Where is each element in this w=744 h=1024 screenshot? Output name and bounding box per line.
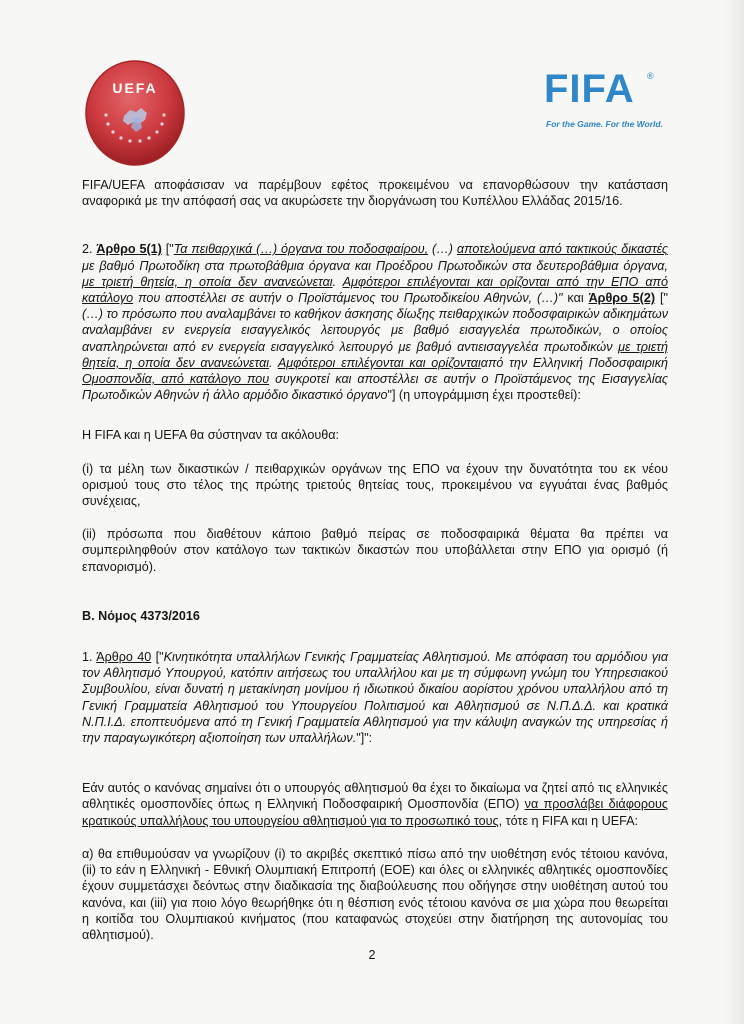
text-segment: ["	[151, 650, 164, 665]
article-5-paragraph	[82, 241, 668, 403]
article-40-paragraph	[82, 649, 668, 746]
text-segment: με τριετή θητεία, η οποία δεν ανανεώνεται	[82, 274, 333, 289]
text-segment: Αμφότεροι επιλέγονται και ορίζονται	[277, 355, 481, 370]
text-segment: ["	[161, 242, 174, 257]
article-40-ref: Άρθρο 40	[96, 650, 152, 665]
intro-paragraph: FIFA/UEFA αποφάσισαν να παρέμβουν εφέτος προκειμένου να επανορθώσουν την κατάσταση αναφορικά με την απόφασή σας να ακυρώσετε την διοργάνωση του Κυπέλλου Ελλάδας 2015/16.	[82, 178, 668, 209]
text-segment: με τριετή θητεία, η οποία δεν ανανεώνεται	[82, 339, 668, 370]
text-segment: αποτελούμενα από τακτικούς δικαστές	[456, 242, 668, 257]
text-segment: Εάν αυτός ο κανόνας σημαίνει ότι ο υπουργός αθλητισμού θα έχει το δικαίωμα να ζητεί από τις ελληνικές αθλητικές ομοσπονδίες όπως η Ελληνική Ποδοσφαιρική Ομοσπονδία (ΕΠΟ)	[82, 781, 668, 812]
text-segment: από την Ελληνική Ποδοσφαιρική	[480, 355, 669, 370]
text-segment: Αμφότεροι επιλέγονται και ορίζονται από την ΕΠΟ από κατάλογο	[82, 274, 668, 306]
fifa-registered-mark: ®	[647, 71, 654, 81]
text-segment: που αποστέλλει σε αυτήν ο Προϊστάμενος του Πρωτοδικείου Αθηνών, (…)"	[133, 291, 563, 306]
text-segment: συγκροτεί και αποστέλλει σε αυτήν ο Προϊστάμενος της Εισαγγελίας Πρωτοδικών Αθηνών ή άλλο αρμόδιο δικαστικό όργανο	[82, 372, 668, 403]
text-segment: ["	[655, 291, 668, 306]
text-segment: Τα πειθαρχικά (…) όργανα του ποδοσφαίρου,	[173, 242, 429, 257]
fifa-logo-word: FIFA	[544, 67, 635, 111]
recommendation-i: (i) τα μέλη των δικαστικών / πειθαρχικών οργάνων της ΕΠΟ να έχουν την δυνατότητα του εκ νέου ορισμού τους στο τέλος της πρώτης τριετούς θητείας τους, προκειμένου να εγγυάται ένας βαθμός συνέχειας,	[82, 461, 668, 509]
document-body	[82, 177, 668, 943]
text-segment: και	[562, 291, 589, 306]
recommendation-intro: Η FIFA και η UEFA θα σύστηναν τα ακόλουθα:	[82, 428, 340, 443]
item-number: 2.	[82, 242, 97, 257]
point-a-paragraph: α) θα επιθυμούσαν να γνωρίζουν (i) το ακριβές σκεπτικό πίσω από την υιοθέτηση ενός τέτοιου κανόνα, (ii) το εάν η Ελληνική - Εθνική Ολυμπιακή Επιτροπή (ΕΟΕ) και όλες οι ελληνικές αθλητικές ομοσπονδίες έχουν συμμετάσχει δεόντως στην διαδικασία της διαβούλευσης που οδήγησε στην υιοθέτηση αυτού του κανόνα, και (iii) για ποιο λόγο θεωρήθηκε ότι η θέσπιση ενός τέτοιου κανόνα σε μια χώρα που θεωρείται η κοιτίδα του Ολυμπιακού κινήματος (που καταφανώς στοχεύει στην διατήρηση της αυτονομίας του αθλητισμού).	[82, 846, 668, 942]
uefa-logo-text: UEFA	[112, 80, 158, 96]
fifa-tagline: For the Game. For the World.	[546, 119, 663, 129]
text-segment: .	[332, 274, 343, 289]
item-number: 1.	[82, 650, 97, 665]
text-segment: , τότε η FIFA και η UEFA:	[498, 813, 638, 828]
article-5-1-ref: Άρθρο 5(1)	[96, 242, 162, 257]
rule-paragraph	[82, 780, 668, 829]
text-segment: "]":	[356, 731, 373, 746]
text-segment: με βαθμό Πρωτοδίκη στα πρωτοβάθμια όργανα και Προέδρου Πρωτοδικών στα δευτεροβάθμια όργανα,	[82, 258, 668, 273]
article-5-2-ref: Άρθρο 5(2)	[588, 291, 656, 306]
text-segment: "] (η υπογράμμιση έχει προστεθεί):	[387, 388, 581, 403]
recommendation-ii: (ii) πρόσωπα που διαθέτουν κάποιο βαθμό πείρας σε ποδοσφαιρικά θέματα θα πρέπει να συμπεριληφθούν στον κατάλογο των τακτικών δικαστών που υποβάλλεται στην ΕΠΟ για ορισμό (ή επανορισμό).	[82, 527, 668, 574]
page-number: 2	[368, 948, 376, 962]
section-b-heading: Β. Νόμος 4373/2016	[82, 608, 200, 623]
text-segment: (…)	[428, 242, 457, 257]
text-segment: (…) το πρόσωπο που αναλαμβάνει το καθήκον άσκησης δίωξης πειθαρχικών ποδοσφαιρικών αδικημάτων αναλαμβάνει εν ενεργεία εισαγγελικός λειτουργός με βαθμό εισαγγελέα πρωτοδικών, ο οποίος αναπληρώνεται από εν ενεργεία εισαγγελικό λειτουργό με βαθμό αντιεισαγγελέα πρωτοδικών	[82, 307, 668, 354]
fifa-logo	[544, 67, 666, 135]
text-segment: να προσλάβει διάφορους κρατικούς υπαλλήλους του υπουργείου αθλητισμού για το προσωπικό τους	[82, 797, 668, 828]
text-segment: Ομοσπονδία, από κατάλογο που	[82, 372, 270, 387]
page-edge-shadow	[724, 0, 744, 1024]
text-segment: Κινητικότητα υπαλλήλων Γενικής Γραμματείας Αθλητισμού. Με απόφαση του αρμόδιου για τον Αθλητισμό Υπουργού, κατόπιν αιτήσεως του υπαλλήλου και με τη σύμφωνη γνώμη του Υπηρεσιακού Συμβουλίου, είναι δυνατή η μετακίνηση μονίμου ή ιδιωτικού δικαίου αορίστου χρόνου υπαλλήλου από τη Γενική Γραμματεία Αθλητισμού του Υπουργείου Πολιτισμού και Αθλητισμού σε Ν.Π.Δ.Δ. και κρατικά Ν.Π.Ι.Δ. εποπτευόμενα από τη Γενική Γραμματεία Αθλητισμού για την κάλυψη αναγκών της υπηρεσίας ή την παραγωγικότερη αξιοποίηση των υπαλλήλων.	[82, 650, 669, 746]
uefa-logo	[84, 58, 186, 168]
text-segment: .	[269, 355, 278, 370]
